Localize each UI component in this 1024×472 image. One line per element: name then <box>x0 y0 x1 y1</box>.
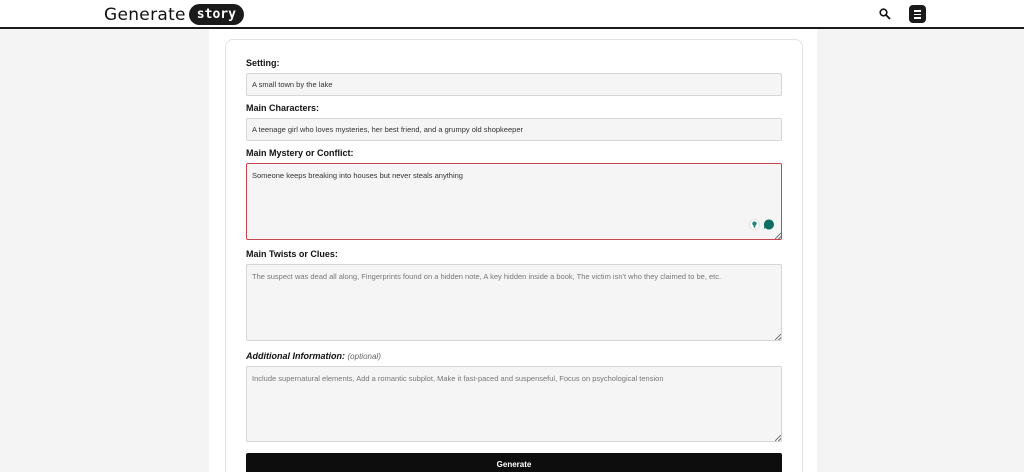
characters-input[interactable] <box>246 118 782 141</box>
characters-label: Main Characters: <box>246 103 320 113</box>
writing-assistant-widget[interactable] <box>749 218 775 230</box>
setting-input[interactable] <box>246 73 782 96</box>
lightbulb-icon[interactable] <box>749 219 760 230</box>
additional-label <box>246 351 381 361</box>
logo-pill: story <box>189 4 244 25</box>
setting-label: Setting: <box>246 58 280 68</box>
conflict-label: Main Mystery or Conflict: <box>246 148 354 158</box>
additional-textarea[interactable] <box>246 366 782 442</box>
additional-label-text: Additional Information: <box>246 351 345 361</box>
menu-icon[interactable] <box>909 5 926 23</box>
resize-handle[interactable] <box>775 233 781 239</box>
conflict-textarea[interactable] <box>246 163 782 240</box>
search-icon[interactable] <box>878 7 892 21</box>
logo-text: Generate <box>104 4 186 25</box>
chat-bubble-icon[interactable] <box>763 219 775 230</box>
optional-hint: (optional) <box>347 352 381 361</box>
resize-handle[interactable] <box>775 334 781 340</box>
app-header <box>0 0 1024 29</box>
resize-handle[interactable] <box>775 435 781 441</box>
generate-button[interactable]: Generate <box>246 453 782 472</box>
twists-label: Main Twists or Clues: <box>246 249 338 259</box>
logo[interactable] <box>104 3 244 26</box>
twists-textarea[interactable] <box>246 264 782 341</box>
